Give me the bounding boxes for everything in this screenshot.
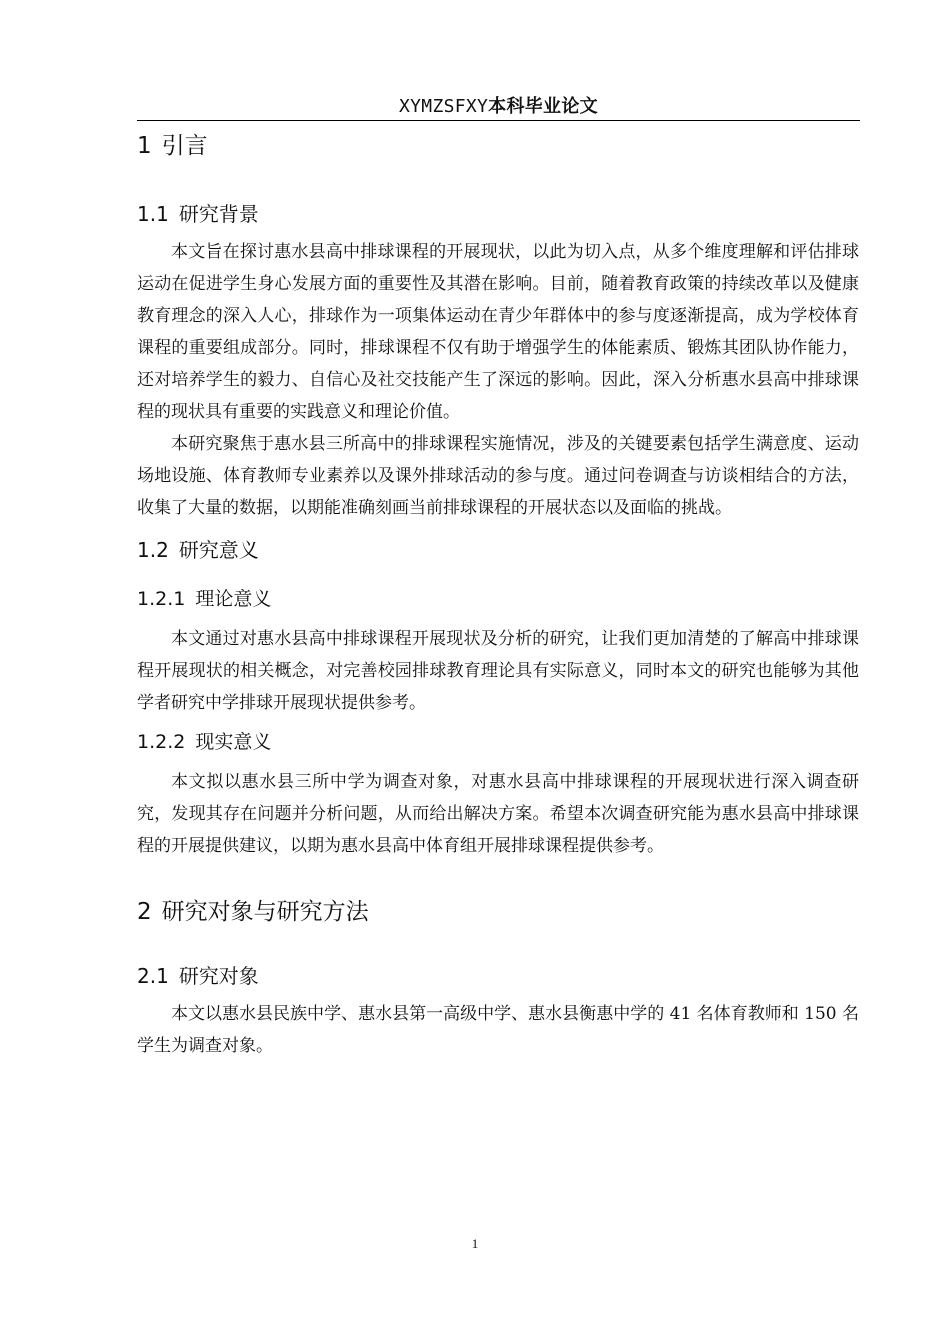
section-number: 1.2.2: [137, 731, 186, 753]
section-number: 1: [137, 133, 152, 159]
section-1-heading: [137, 130, 859, 162]
section-number: 1.1: [137, 202, 169, 226]
section-2-1-heading: [137, 962, 859, 990]
section-title: 研究对象与研究方法: [161, 899, 369, 925]
section-number: 1.2: [137, 538, 169, 562]
header-title: 本科毕业论文: [488, 96, 598, 117]
section-1-2-1-heading: [137, 586, 859, 613]
page-header: [137, 94, 860, 121]
section-1-2-heading: [137, 536, 859, 564]
section-number: 2.1: [137, 964, 169, 988]
paragraph: 本文通过对惠水县高中排球课程开展现状及分析的研究，让我们更加清楚的了解高中排球课程开展现状的相关概念，对完善校园排球教育理论具有实际意义，同时本文的研究也能够为其他学者研究中学排球开展现状提供参考。: [137, 629, 859, 713]
section-title: 理论意义: [195, 588, 272, 610]
section-2-heading: [137, 896, 859, 928]
paragraph: 本研究聚焦于惠水县三所高中的排球课程实施情况，涉及的关键要素包括学生满意度、运动场地设施、体育教师专业素养以及课外排球活动的参与度。通过问卷调查与访谈相结合的方法，收集了大量的数据，以期能准确刻画当前排球课程的开展状态以及面临的挑战。: [137, 434, 859, 518]
section-number: 1.2.1: [137, 588, 186, 610]
paragraph: 本文拟以惠水县三所中学为调查对象，对惠水县高中排球课程的开展现状进行深入调查研究，发现其存在问题并分析问题，从而给出解决方案。希望本次调查研究能为惠水县高中排球课程的开展提供建议，以期为惠水县高中体育组开展排球课程提供参考。: [137, 772, 859, 856]
section-1-2-2-heading: [137, 729, 859, 756]
section-title: 研究意义: [178, 538, 259, 562]
section-title: 引言: [161, 133, 208, 159]
paragraph: 本文以惠水县民族中学、惠水县第一高级中学、惠水县衡惠中学的 41 名体育教师和 150 名学生为调查对象。: [137, 1004, 859, 1056]
page-body: [137, 130, 859, 1062]
page-number: 1: [471, 1236, 479, 1251]
section-title: 研究对象: [178, 964, 259, 988]
section-title: 研究背景: [178, 202, 259, 226]
section-number: 2: [137, 899, 152, 925]
section-1-1-heading: [137, 200, 859, 228]
header-code: XYMZSFXY: [399, 96, 489, 117]
section-title: 现实意义: [195, 731, 272, 753]
paragraph: 本文旨在探讨惠水县高中排球课程的开展现状，以此为切入点，从多个维度理解和评估排球运动在促进学生身心发展方面的重要性及其潜在影响。目前，随着教育政策的持续改革以及健康教育理念的深入人心，排球作为一项集体运动在青少年群体中的参与度逐渐提高，成为学校体育课程的重要组成部分。同时，排球课程不仅有助于增强学生的体能素质、锻炼其团队协作能力，还对培养学生的毅力、自信心及社交技能产生了深远的影响。因此，深入分析惠水县高中排球课程的现状具有重要的实践意义和理论价值。: [137, 242, 859, 422]
